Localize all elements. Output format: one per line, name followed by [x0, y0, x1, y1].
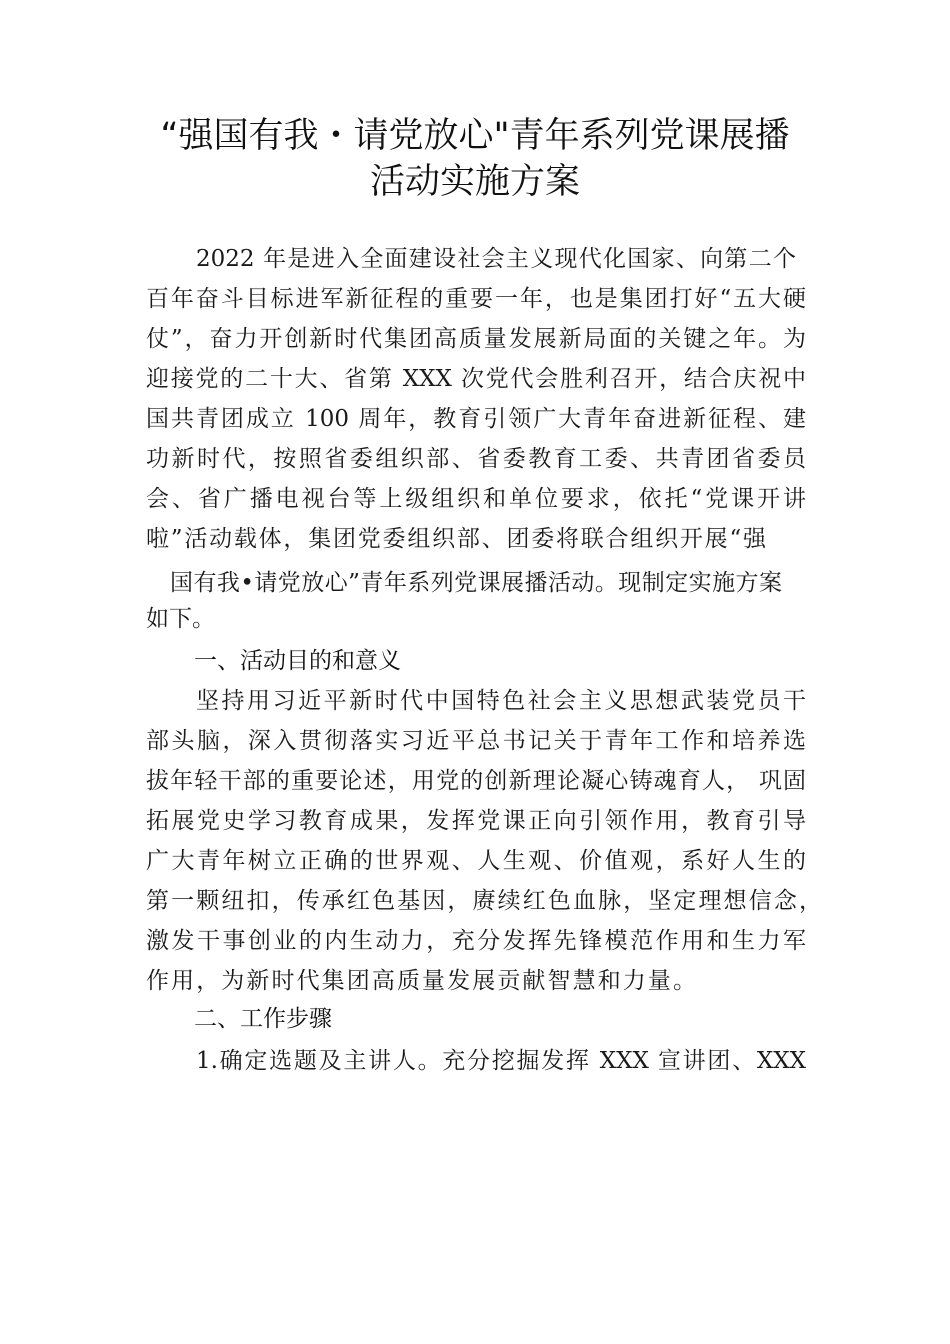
section-1-heading: 一、活动目的和意义	[194, 648, 401, 674]
intro-line-9: 国有我•请党放心”青年系列党课展播活动。现制定实施方案	[170, 570, 782, 596]
intro-line-3: 仗”，奋力开创新时代集团高质量发展新局面的关键之年。为	[146, 326, 806, 352]
intro-line-2: 百年奋斗目标进军新征程的重要一年，也是集团打好“五大硬	[146, 286, 806, 312]
intro-line-1: 2022 年是进入全面建设社会主义现代化国家、向第二个	[196, 246, 796, 272]
section-1-line-6: 第一颗纽扣，传承红色基因，赓续红色血脉，坚定理想信念，	[146, 888, 822, 914]
intro-line-5: 国共青团成立 100 周年，教育引领广大青年奋进新征程、建	[146, 406, 806, 432]
section-1-line-1: 坚持用习近平新时代中国特色社会主义思想武装党员干	[196, 688, 806, 714]
section-2-line-1: 1.确定选题及主讲人。充分挖掘发挥 XXX 宣讲团、XXX	[196, 1048, 806, 1074]
document-title-line-2: 活动实施方案	[369, 162, 580, 202]
section-1-line-7: 激发干事创业的内生动力，充分发挥先锋模范作用和生力军	[146, 928, 806, 954]
section-1-line-5: 广大青年树立正确的世界观、人生观、价值观，系好人生的	[146, 848, 806, 874]
document-title-line-1: “强国有我・请党放心"青年系列党课展播	[160, 116, 790, 156]
section-1-line-4: 拓展党史学习教育成果，发挥党课正向引领作用，教育引导	[146, 808, 806, 834]
intro-line-8: 啦”活动载体，集团党委组织部、团委将联合组织开展“强	[146, 526, 766, 552]
intro-line-6: 功新时代，按照省委组织部、省委教育工委、共青团省委员	[146, 446, 806, 472]
intro-line-7: 会、省广播电视台等上级组织和单位要求，依托“党课开讲	[146, 486, 806, 512]
section-1-line-3: 拔年轻干部的重要论述，用党的创新理论凝心铸魂育人， 巩固	[146, 768, 806, 794]
section-1-line-8: 作用，为新时代集团高质量发展贡献智慧和力量。	[146, 968, 696, 994]
section-1-line-2: 部头脑，深入贯彻落实习近平总书记关于青年工作和培养选	[146, 728, 806, 754]
intro-line-4: 迎接党的二十大、省第 XXX 次党代会胜利召开，结合庆祝中	[146, 366, 806, 392]
intro-line-10: 如下。	[146, 606, 215, 632]
section-2-heading: 二、工作步骤	[194, 1006, 332, 1032]
